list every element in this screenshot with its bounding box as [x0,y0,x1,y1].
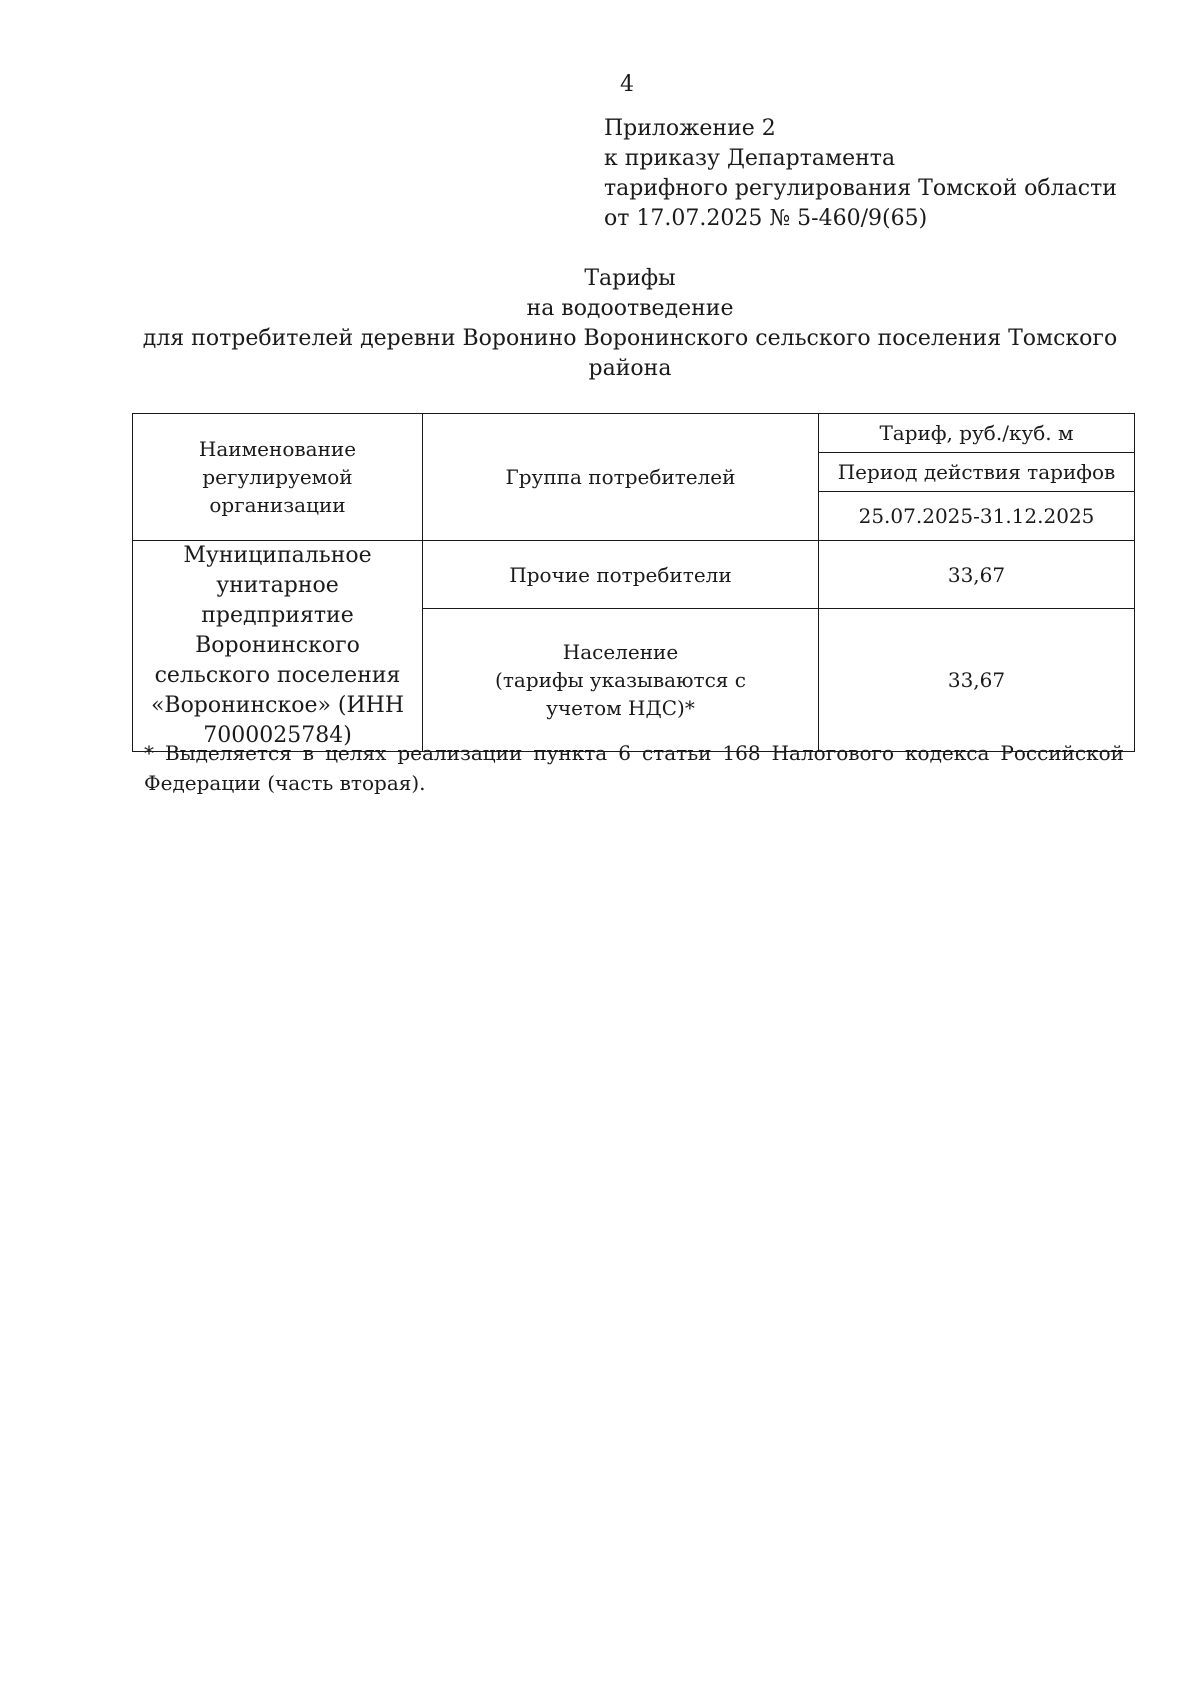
header-period-dates: 25.07.2025-31.12.2025 [819,492,1135,541]
consumer-group-cell [423,541,819,609]
appendix-reference [604,114,1117,234]
appendix-line: тарифного регулирования Томской области [604,176,1117,201]
consumer-group-label: Население [562,640,679,665]
tariff-value: 33,67 [819,541,1135,609]
consumer-group-label: Прочие потребители [509,562,732,587]
header-tariff-unit: Тариф, руб./куб. м [819,414,1135,453]
title-line: для потребителей деревни Воронино Воронинского сельского поселения Томского [142,326,1118,351]
header-organization-label: Наименование регулируемой организации [198,437,357,517]
table-row [133,541,1135,609]
consumer-group-note: (тарифы указываются с учетом НДС)* [495,668,746,721]
title-line: на водоотведение [526,296,734,321]
table-header-row [133,414,1135,453]
title-line: района [588,356,672,381]
organization-name: Муниципальное унитарное предприятие Воронинского сельского поселения «Воронинское» (ИНН 7000025784) [133,541,423,752]
appendix-line: к приказу Департамента [604,146,896,171]
title-line: Тарифы [584,266,676,291]
header-consumer-group: Группа потребителей [423,414,819,541]
footnote: * Выделяется в целях реализации пункта 6 статьи 168 Налогового кодекса Российской Федерации (часть вторая). [144,741,1124,795]
appendix-line: от 17.07.2025 № 5-460/9(65) [604,206,928,231]
appendix-line: Приложение 2 [604,116,776,141]
tariff-value: 33,67 [819,609,1135,752]
header-organization [133,414,423,541]
page-number: 4 [620,72,634,97]
header-validity-period: Период действия тарифов [819,453,1135,492]
consumer-group-cell [423,609,819,752]
document-title [120,264,1140,384]
tariff-table [132,413,1135,752]
